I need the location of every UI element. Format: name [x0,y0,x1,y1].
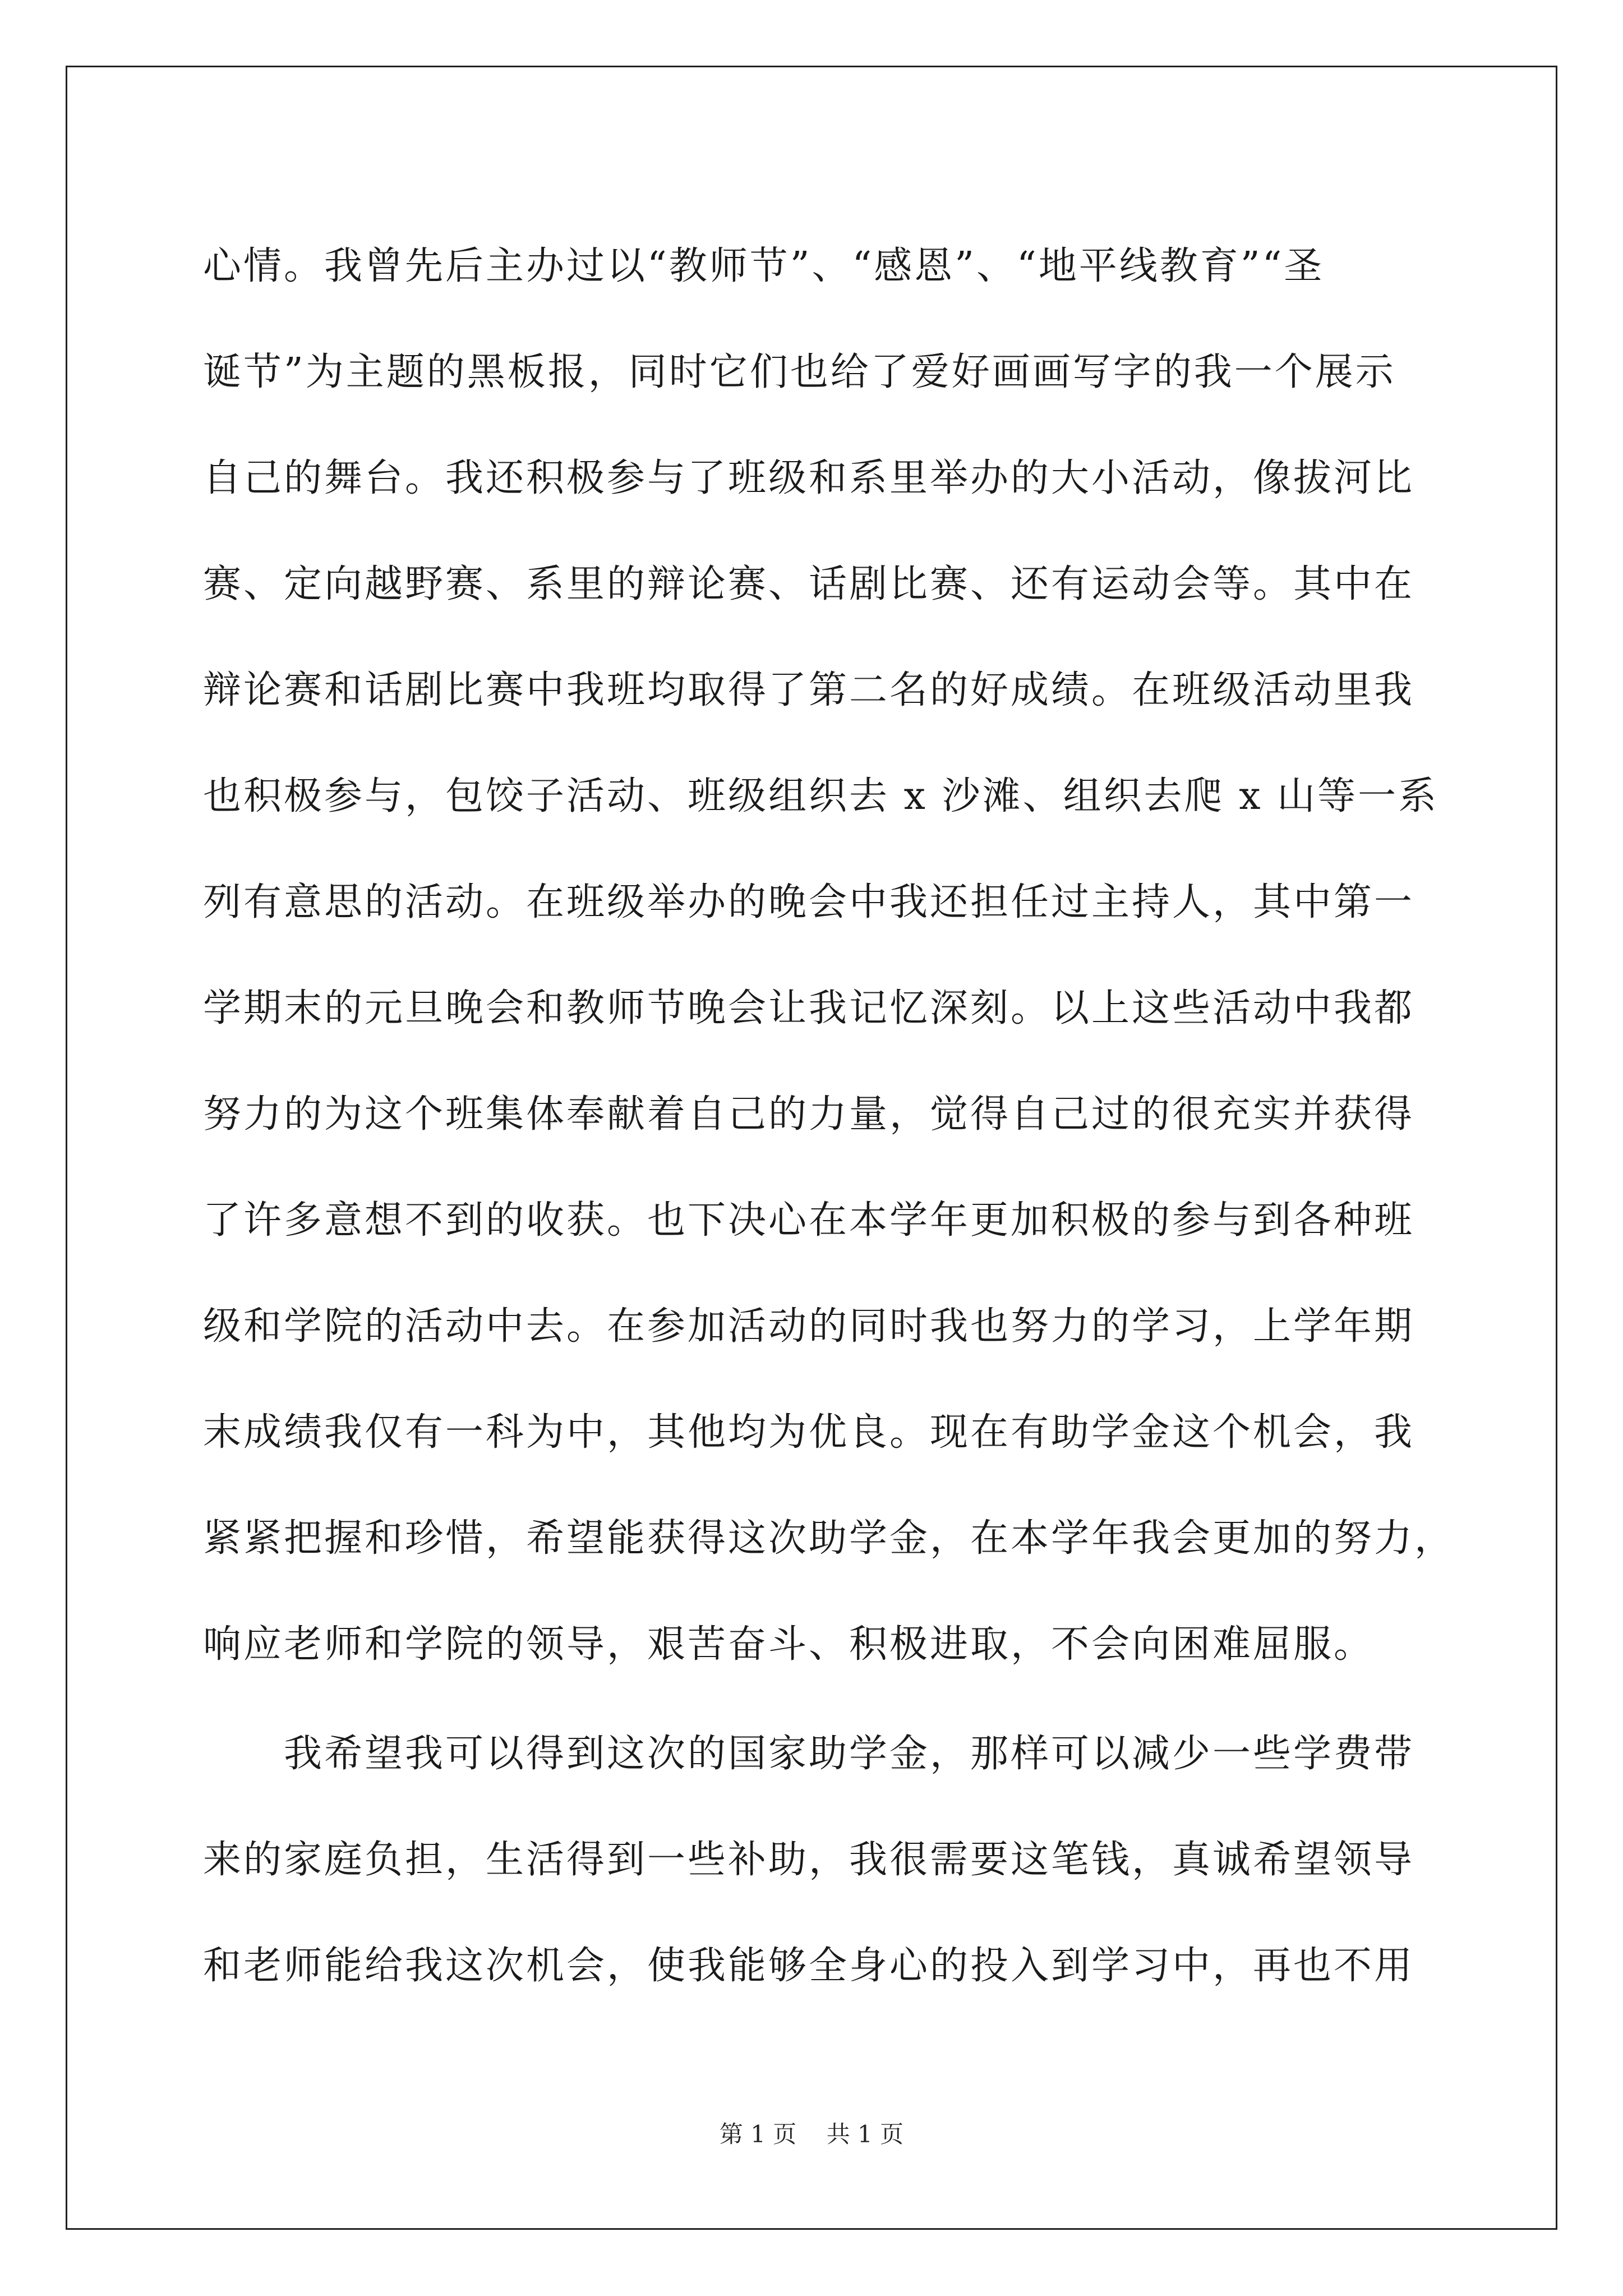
text-line: 赛、定向越野赛、系里的辩论赛、话剧比赛、还有运动会等。其中在 [203,562,1415,606]
text-line: 也积极参与，包饺子活动、班级组织去 x 沙滩、组织去爬 x 山等一系 [203,774,1439,818]
text-line: 响应老师和学院的领导，艰苦奋斗、积极进取，不会向困难屈服。 [203,1622,1375,1667]
text-line: 努力的为这个班集体奉献着自己的力量，觉得自己过的很充实并获得 [203,1092,1415,1137]
text-line: 和老师能给我这次机会，使我能够全身心的投入到学习中，再也不用 [203,1944,1415,1988]
text-line: 级和学院的活动中去。在参加活动的同时我也努力的学习，上学年期 [203,1304,1415,1349]
text-line: 辩论赛和话剧比赛中我班均取得了第二名的好成绩。在班级活动里我 [203,668,1415,712]
text-line: 来的家庭负担，生活得到一些补助，我很需要这笔钱，真诚希望领导 [203,1838,1415,1882]
text-line: 紧紧把握和珍惜，希望能获得这次助学金，在本学年我会更加的努力， [203,1516,1455,1561]
text-line: 列有意思的活动。在班级举办的晚会中我还担任过主持人，其中第一 [203,880,1415,924]
paragraph-start-line: 我希望我可以得到这次的国家助学金，那样可以减少一些学费带 [203,1732,1415,1776]
text-line: 心情。我曾先后主办过以“教师节”、“感恩”、“地平线教育”“圣 [203,244,1325,288]
text-line: 末成绩我仅有一科为中，其他均为优良。现在有助学金这个机会，我 [203,1410,1415,1455]
text-line: 学期末的元旦晚会和教师节晚会让我记忆深刻。以上这些活动中我都 [203,986,1415,1030]
document-body [203,213,1476,2019]
text-line: 诞节”为主题的黑板报，同时它们也给了爱好画画写字的我一个展示 [203,350,1396,394]
text-line: 自己的舞台。我还积极参与了班级和系里举办的大小活动，像拔河比 [203,456,1415,500]
text-line: 了许多意想不到的收获。也下决心在本学年更加积极的参与到各种班 [203,1198,1415,1243]
page-number-footer: 第 1 页 共 1 页 [719,2120,904,2148]
